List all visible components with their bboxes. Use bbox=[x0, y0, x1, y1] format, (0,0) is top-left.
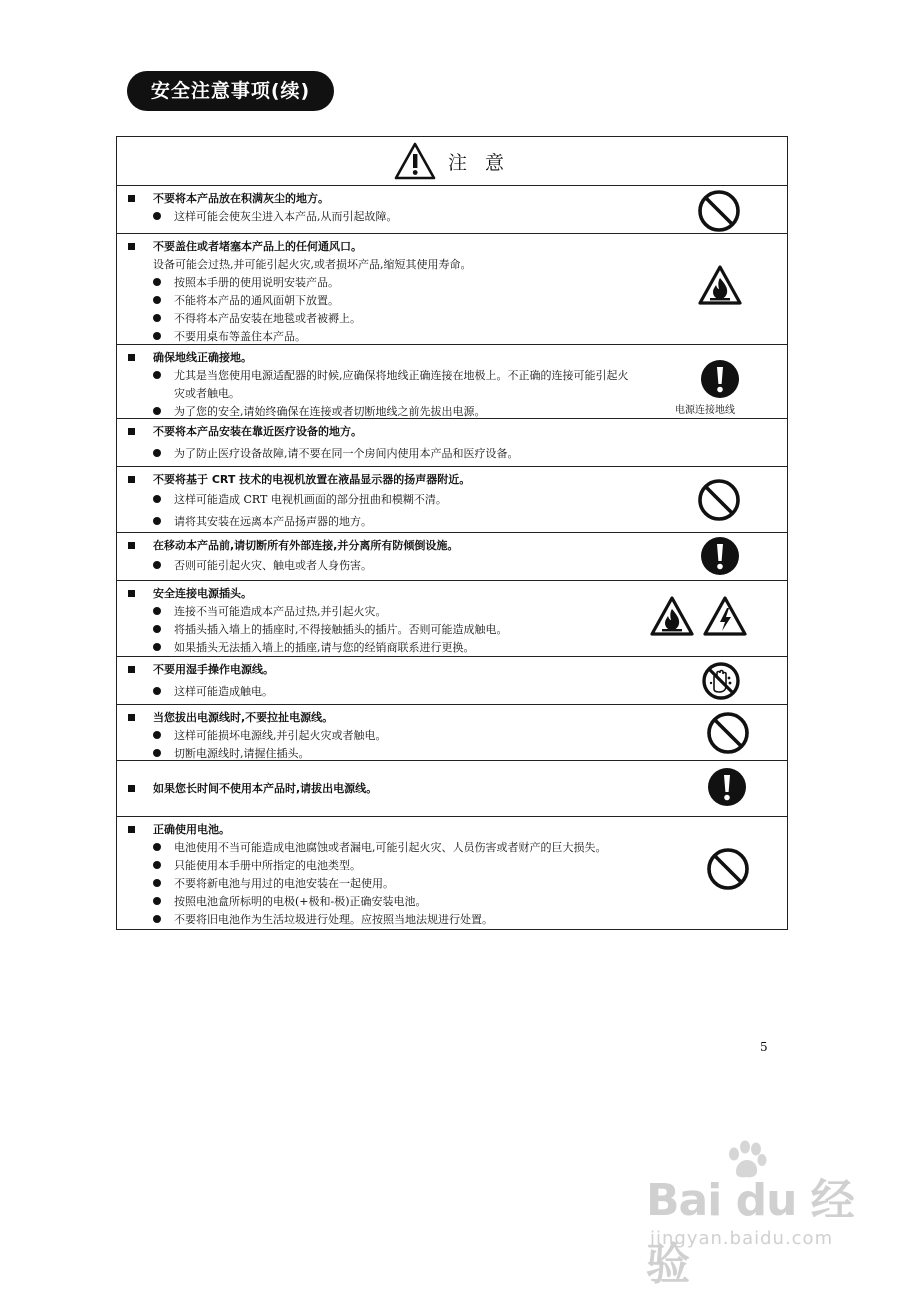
row-bullet: 切断电源线时,请握住插头。 bbox=[117, 745, 787, 763]
row-heading: 不要盖住或者堵塞本产品上的任何通风口。 bbox=[117, 238, 787, 256]
row-heading: 在移动本产品前,请切断所有外部连接,并分离所有防倾倒设施。 bbox=[117, 537, 787, 555]
row-bullet: 只能使用本手册中所指定的电池类型。 bbox=[117, 857, 787, 875]
caution-label: 注 意 bbox=[447, 151, 511, 174]
caution-row bbox=[117, 234, 787, 345]
row-heading: 不要将本产品安装在靠近医疗设备的地方。 bbox=[117, 423, 787, 441]
prohibition-icon bbox=[697, 189, 741, 233]
prohibition-icon bbox=[706, 847, 750, 891]
row-bullet: 这样可能损坏电源线,并引起火灾或者触电。 bbox=[117, 727, 787, 745]
row-bullet-continuation: 灾或者触电。 bbox=[174, 387, 240, 400]
watermark bbox=[640, 1140, 880, 1290]
row-bullet: 不能将本产品的通风面朝下放置。 bbox=[117, 292, 787, 310]
row-bullet: 请将其安装在远离本产品扬声器的地方。 bbox=[117, 513, 787, 531]
caution-row bbox=[117, 345, 787, 419]
caution-row bbox=[117, 817, 787, 929]
icon-caption: 电源连接地线 bbox=[675, 405, 735, 416]
caution-row bbox=[117, 761, 787, 817]
row-bullet: 如果插头无法插入墙上的插座,请与您的经销商联系进行更换。 bbox=[117, 639, 787, 657]
row-bullet: 电池使用不当可能造成电池腐蚀或者漏电,可能引起火灾、人员伤害或者财产的巨大损失。 bbox=[117, 839, 787, 857]
row-heading: 确保地线正确接地。 bbox=[117, 349, 787, 367]
mandatory-icon bbox=[700, 536, 740, 576]
prohibition-icon bbox=[697, 478, 741, 522]
watermark-brand: Bai du 经验 bbox=[646, 1175, 854, 1290]
row-bullet: 按照电池盒所标明的电极(+极和-极)正确安装电池。 bbox=[117, 893, 787, 911]
row-bullet: 不要用桌布等盖住本产品。 bbox=[117, 328, 787, 346]
caution-row bbox=[117, 657, 787, 705]
caution-row bbox=[117, 186, 787, 234]
row-bullet: 不得将本产品安装在地毯或者被褥上。 bbox=[117, 310, 787, 328]
page-number: 5 bbox=[760, 1040, 768, 1054]
row-bullet: 连接不当可能造成本产品过热,并引起火灾。 bbox=[117, 603, 787, 621]
row-note: 设备可能会过热,并可能引起火灾,或者损坏产品,缩短其使用寿命。 bbox=[153, 258, 472, 271]
row-bullet: 不要将旧电池作为生活垃圾进行处理。应按照当地法规进行处置。 bbox=[117, 911, 787, 929]
caution-table bbox=[116, 136, 788, 930]
fire-hazard-icon bbox=[697, 264, 743, 306]
watermark-url: jingyan.baidu.com bbox=[650, 1228, 834, 1249]
row-bullet: 为了防止医疗设备故障,请不要在同一个房间内使用本产品和医疗设备。 bbox=[117, 445, 787, 463]
prohibition-icon bbox=[706, 711, 750, 755]
fire-hazard-icon bbox=[649, 595, 695, 637]
row-bullet: 否则可能引起火灾、触电或者人身伤害。 bbox=[117, 557, 787, 575]
row-bullet: 这样可能会使灰尘进入本产品,从而引起故障。 bbox=[117, 208, 787, 226]
row-bullet: 这样可能造成 CRT 电视机画面的部分扭曲和模糊不清。 bbox=[117, 491, 787, 509]
caution-row bbox=[117, 705, 787, 761]
row-heading: 如果您长时间不使用本产品时,请拔出电源线。 bbox=[117, 780, 787, 798]
row-bullet: 这样可能造成触电。 bbox=[117, 683, 787, 701]
caution-row bbox=[117, 419, 787, 467]
caution-row bbox=[117, 467, 787, 533]
row-bullet: 为了您的安全,请始终确保在连接或者切断地线之前先拔出电源。 bbox=[117, 403, 787, 421]
mandatory-icon bbox=[700, 359, 740, 399]
row-heading: 不要将本产品放在积满灰尘的地方。 bbox=[117, 190, 787, 208]
section-title: 安全注意事项(续) bbox=[127, 71, 334, 111]
caution-row bbox=[117, 533, 787, 581]
no-wet-hands-icon bbox=[701, 661, 741, 701]
row-heading: 不要将基于 CRT 技术的电视机放置在液晶显示器的扬声器附近。 bbox=[117, 471, 787, 489]
caution-row bbox=[117, 581, 787, 657]
row-bullet: 尤其是当您使用电源适配器的时候,应确保将地线正确连接在地极上。不正确的连接可能引起火 bbox=[117, 367, 787, 385]
row-bullet: 将插头插入墙上的插座时,不得接触插头的插片。否则可能造成触电。 bbox=[117, 621, 787, 639]
row-bullet: 不要将新电池与用过的电池安装在一起使用。 bbox=[117, 875, 787, 893]
electric-shock-icon bbox=[702, 595, 748, 637]
row-heading: 不要用湿手操作电源线。 bbox=[117, 661, 787, 679]
row-heading: 当您拔出电源线时,不要拉扯电源线。 bbox=[117, 709, 787, 727]
warning-triangle-icon bbox=[394, 142, 436, 180]
row-heading: 正确使用电池。 bbox=[117, 821, 787, 839]
mandatory-icon bbox=[707, 767, 747, 807]
caution-header bbox=[117, 137, 787, 186]
row-bullet: 按照本手册的使用说明安装产品。 bbox=[117, 274, 787, 292]
row-heading: 安全连接电源插头。 bbox=[117, 585, 787, 603]
